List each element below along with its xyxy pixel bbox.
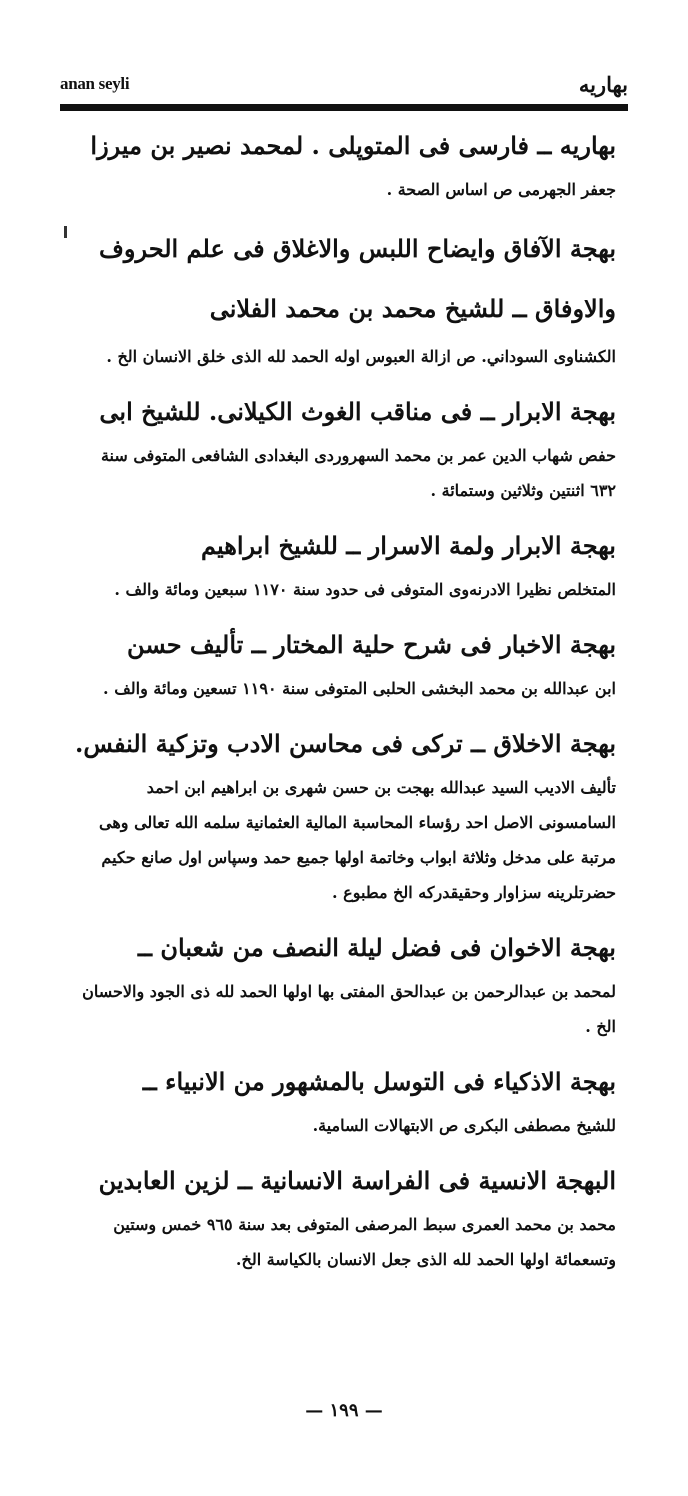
entry-list: [72, 120, 616, 1277]
entry-body: جعفر الجهرمی ص اساس الصحة .: [386, 180, 616, 199]
running-head-left: anan seyli: [60, 74, 130, 93]
entry-heading: بهجة الابرار ــ فی مناقب الغوث الکیلانی. للشیخ ابی: [99, 397, 616, 426]
entry-heading: بهجة الاخبار فی شرح حلیة المختار ــ تألیف حسن: [127, 630, 616, 659]
entry-heading: بهجة الابرار ولمة الاسرار ــ للشیخ ابراهیم: [201, 531, 616, 560]
entry-bahjat-al-akhbar: [72, 619, 616, 706]
entry-body: المتخلص نظیرا الادرنه‌وی المتوفی فی حدود سنة ١١٧٠ سبعین ومائة والف .: [114, 580, 616, 599]
header-rule: [60, 104, 628, 111]
entry-body: تألیف الادیب السید عبدالله بهجت بن حسن شهری بن ابراهیم ابن احمد السامسونی الاصل احد رؤساء المحاسبة المالیة العثمانیة سلمه الله تعالی وهی مرتبة علی مدخل وثلاثة ابواب وخاتمة اولها جمیع حمد وسپاس اول صانع حکیم حضرتلرینه سزاوار وحقیقدرکه الخ مطبوع .: [99, 778, 616, 902]
entry-bahjat-al-abrar: [72, 386, 616, 508]
margin-mark: [64, 226, 67, 238]
entry-bahariye: [72, 120, 616, 207]
entry-heading: بهجة الاذکیاء فی التوسل بالمشهور من الانبیاء ــ: [142, 1067, 616, 1096]
page-number: — ١٩٩ —: [305, 1400, 383, 1421]
entry-bahjat-al-adhkiya: [72, 1056, 616, 1143]
entry-body: حفص شهاب الدین عمر بن محمد السهروردی البغدادی الشافعی المتوفی سنة ٦٣٢ اثنتین وثلاثین وستمائة .: [100, 446, 616, 500]
entry-al-bahjat-al-insiyya: [72, 1155, 616, 1277]
entry-heading: بهجة الآفاق وایضاح اللبس والاغلاق فی علم الحروف والاوفاق ــ للشیخ محمد بن محمد الفلانی: [98, 234, 616, 323]
entry-body: ابن عبدالله بن محمد البخشی الحلبی المتوفی سنة ١١٩٠ تسعین ومائة والف .: [103, 679, 616, 698]
entry-body: الکشناوی السوداني. ص ازالة العبوس اوله الحمد لله الذی خلق الانسان الخ .: [106, 347, 616, 366]
entry-bahjat-al-afaq: [72, 219, 616, 374]
entry-heading: البهجة الانسیة فی الفراسة الانسانیة ــ لزین العابدین: [98, 1166, 616, 1195]
entry-body: لمحمد بن عبدالرحمن بن عبدالحق المفتی بها اولها الحمد لله ذی الجود والاحسان الخ .: [82, 982, 616, 1036]
entry-bahjat-al-ikhwan: [72, 922, 616, 1044]
entry-bahjat-al-akhlaq: [72, 718, 616, 910]
entry-bahjat-al-abrar-wa-lumat: [72, 520, 616, 607]
entry-heading: بهاریه ــ فارسی فی المتوپلی . لمحمد نصیر بن میرزا: [90, 131, 616, 160]
entry-body: محمد بن محمد العمری سبط المرصفی المتوفی بعد سنة ٩٦٥ خمس وستین وتسعمائة اولها الحمد لله الذی جعل الانسان بالکیاسة الخ.: [113, 1215, 616, 1269]
entry-heading: بهجة الاخوان فی فضل لیلة النصف من شعبان ــ: [137, 933, 616, 962]
entry-body: للشیخ مصطفی البکری ص الابتهالات السامیة.: [312, 1116, 616, 1135]
running-head: [60, 72, 628, 98]
entry-heading: بهجة الاخلاق ــ ترکی فی محاسن الادب وتزکیة النفس.: [74, 729, 616, 758]
running-head-right: بهاریه: [578, 72, 628, 97]
